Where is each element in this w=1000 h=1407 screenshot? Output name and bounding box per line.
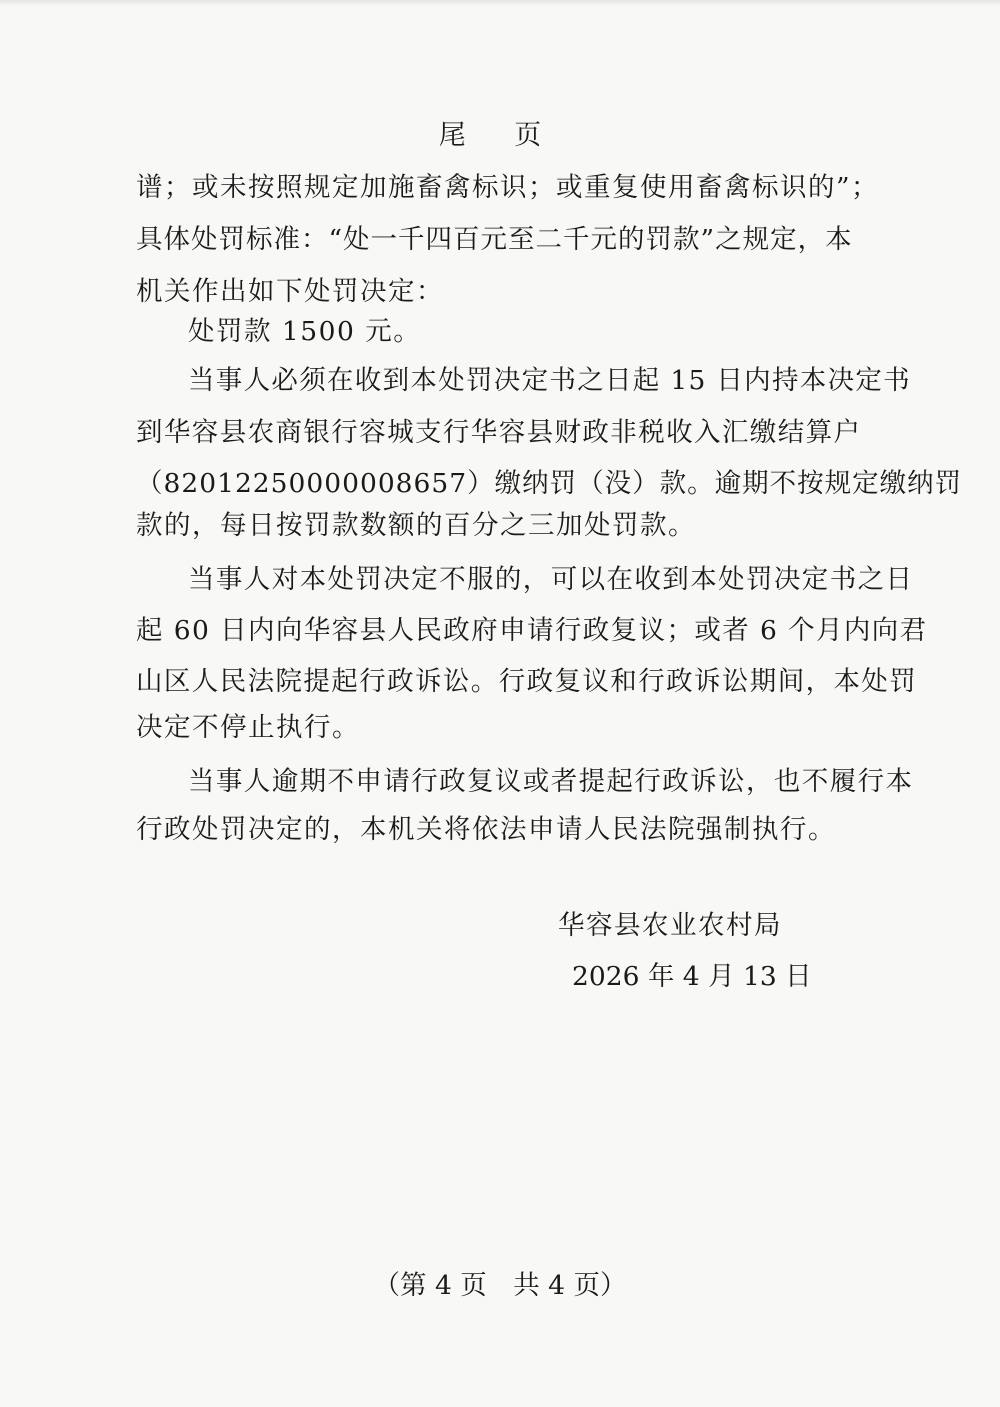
body-line: 山区人民法院提起行政诉讼。行政复议和行政诉讼期间，本处罚 [136,666,918,697]
body-line: 当事人必须在收到本处罚决定书之日起 15 日内持本决定书 [188,365,911,396]
body-line: 机关作出如下处罚决定： [136,276,444,307]
body-line: 具体处罚标准：“处一千四百元至二千元的罚款”之规定，本 [136,224,853,255]
scan-top-edge [0,0,1000,6]
body-line: 当事人对本处罚决定不服的，可以在收到本处罚决定书之日 [188,564,914,595]
penalty-amount-line: 处罚款 1500 元。 [188,316,422,347]
page-title: 尾 页 [438,120,562,151]
body-line: 到华容县农商银行容城支行华容县财政非税收入汇缴结算户 [136,417,862,448]
body-line: 决定不停止执行。 [136,712,360,743]
body-line: 谱；或未按照规定加施畜禽标识；或重复使用畜禽标识的”； [136,172,880,203]
body-line: 起 60 日内向华容县人民政府申请行政复议；或者 6 个月内向君 [136,615,928,646]
issuer-name: 华容县农业农村局 [558,910,782,941]
body-line: 款的，每日按罚款数额的百分之三加处罚款。 [136,510,696,541]
issue-date: 2026 年 4 月 13 日 [572,961,812,992]
body-line: 当事人逾期不申请行政复议或者提起行政诉讼，也不履行本 [188,766,914,797]
body-line: 行政处罚决定的，本机关将依法申请人民法院强制执行。 [136,814,836,845]
page-number-footer: （第 4 页 共 4 页） [373,1270,627,1301]
account-number-line: （82012250000008657）缴纳罚（没）款。逾期不按规定缴纳罚 [136,468,963,499]
